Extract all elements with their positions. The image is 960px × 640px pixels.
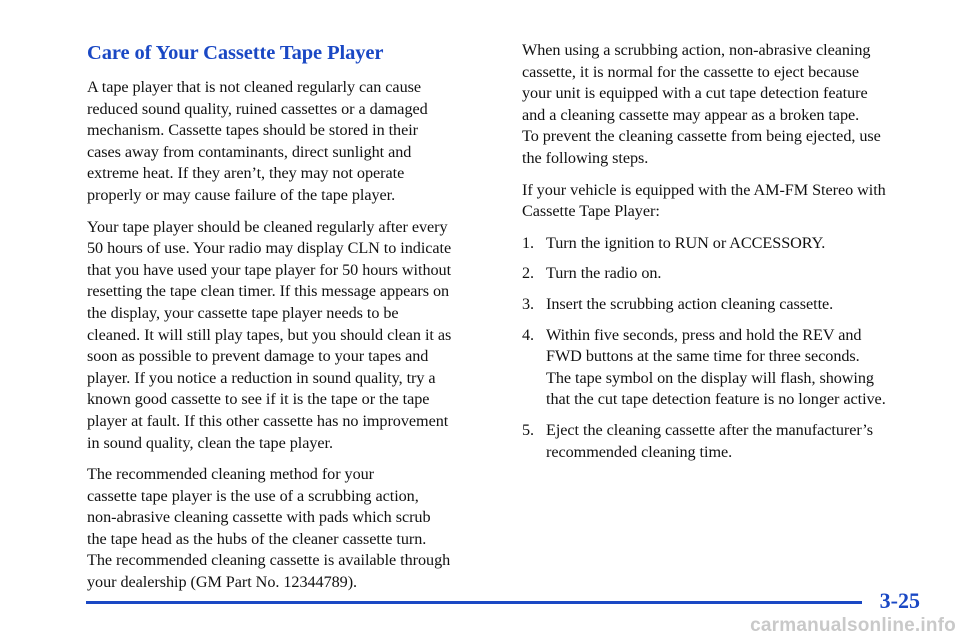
section-title: Care of Your Cassette Tape Player (87, 42, 384, 64)
step-text: Within five seconds, press and hold the REV and FWD buttons at the same time for three seconds. The tape symbol on the display will flash, showing that the cut tape detection feature is no longer active. (546, 325, 886, 409)
paragraph-cleaning-method: The recommended cleaning method for your cassette tape player is the use of a scrubbing action, non-abrasive cleaning cassette with pads which scrub the tape head as the hubs of the cleaner cassette turn. The recommended cleaning cassette is available through your dealership (GM Part No. 12344789). (87, 465, 451, 592)
step-text: Turn the ignition to RUN or ACCESSORY. (546, 233, 826, 252)
paragraph-cleaning-schedule: Your tape player should be cleaned regularly after every 50 hours of use. Your radio may display CLN to indicate that you have used your tape player for 50 hours without resetting the tape clean timer. If this message appears on the display, your cassette tape player needs to be cleaned. It will still play tapes, but you should clean it as soon as possible to prevent damage to your tapes and player. If you notice a reduction in sound quality, try a known good cassette to see if it is the tape or the tape player at fault. If this other cassette has no improvement in sound quality, clean the tape player. (87, 217, 452, 452)
footer-divider (86, 601, 862, 604)
step-text: Turn the radio on. (546, 264, 662, 283)
step-number: 2. (522, 264, 535, 283)
list-item (522, 263, 934, 285)
step-number: 3. (522, 294, 535, 313)
paragraph-tape-care: A tape player that is not cleaned regularly can cause reduced sound quality, ruined cassettes or a damaged mechanism. Cassette tapes should be stored in their cases away from contaminants, direct sunlight and extreme heat. If they aren’t, they may not operate properly or may cause failure of the tape player. (87, 78, 428, 204)
list-item (522, 294, 934, 316)
site-watermark: carmanualsonline.info (750, 615, 956, 636)
page-number: 3-25 (879, 588, 920, 613)
list-item (522, 325, 934, 411)
step-text: Eject the cleaning cassette after the manufacturer’s recommended cleaning time. (546, 420, 873, 461)
paragraph-stereo-condition: If your vehicle is equipped with the AM-FM Stereo with Cassette Tape Player: (522, 180, 886, 221)
step-text: Insert the scrubbing action cleaning cassette. (546, 294, 834, 313)
step-number: 1. (522, 233, 535, 252)
right-column (522, 40, 934, 472)
list-item (522, 233, 934, 255)
step-number: 5. (522, 420, 535, 439)
step-number: 4. (522, 325, 535, 344)
list-item (522, 420, 934, 463)
cleaning-steps-list (522, 233, 934, 463)
paragraph-eject-note: When using a scrubbing action, non-abrasive cleaning cassette, it is normal for the cassette to eject because your unit is equipped with a cut tape detection feature and a cleaning cassette may appear as a broken tape. To prevent the cleaning cassette from being ejected, use the following steps. (522, 41, 881, 167)
left-column (87, 40, 495, 604)
